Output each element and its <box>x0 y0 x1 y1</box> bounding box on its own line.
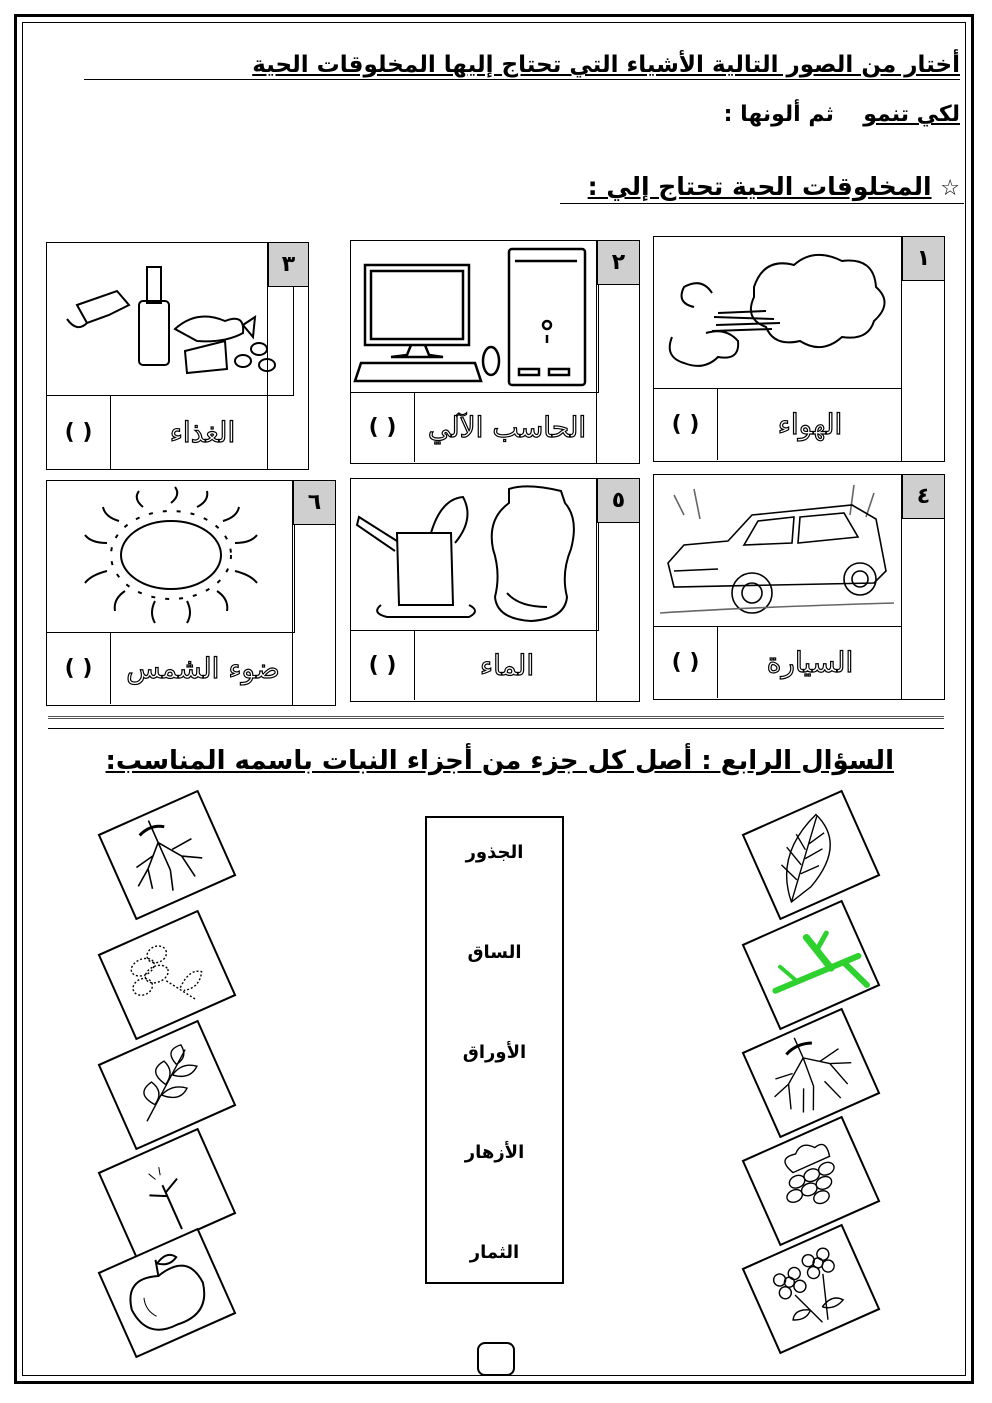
card-image <box>654 475 902 627</box>
card-label: الماء <box>479 649 535 682</box>
card-image <box>654 237 902 389</box>
sun-icon <box>47 481 293 631</box>
card-label: الحاسب الآلي <box>427 411 587 444</box>
cloud-icon <box>654 237 900 387</box>
card-image <box>47 481 295 633</box>
card-label: الهواء <box>777 408 843 441</box>
star-icon: ☆ <box>940 176 960 201</box>
card-sun[interactable] <box>46 480 336 706</box>
card-image <box>351 479 599 631</box>
answer-parentheses[interactable]: ( ) <box>47 633 111 704</box>
answer-parentheses[interactable]: ( ) <box>654 627 718 698</box>
food-icon <box>47 243 292 394</box>
card-water[interactable] <box>350 478 640 702</box>
card-number: ٤ <box>902 475 944 519</box>
answer-parentheses[interactable]: ( ) <box>351 631 415 700</box>
car-icon <box>654 475 900 625</box>
instruction-underline <box>84 79 960 80</box>
heading-text: المخلوقات الحية تحتاج إلي : <box>587 172 932 201</box>
heading-underline <box>560 203 964 204</box>
card-number: ٣ <box>268 243 308 287</box>
computer-icon <box>351 241 597 391</box>
card-label: الغذاء <box>169 416 236 449</box>
answer-parentheses[interactable]: ( ) <box>47 396 111 469</box>
part-name-stem[interactable]: الساق <box>467 942 522 963</box>
part-name-leaves[interactable]: الأوراق <box>462 1042 527 1063</box>
plant-parts-names-box <box>425 816 564 1284</box>
card-number: ٢ <box>597 241 639 285</box>
card-number: ٦ <box>293 481 335 525</box>
section-separator-line <box>48 728 944 729</box>
part-name-fruits[interactable]: الثمار <box>469 1242 520 1263</box>
answer-parentheses[interactable]: ( ) <box>351 393 415 462</box>
card-label: ضوء الشمس <box>126 652 280 685</box>
card-image <box>351 241 599 393</box>
card-number: ٥ <box>597 479 639 523</box>
card-car[interactable] <box>653 474 945 700</box>
question4-title: السؤال الرابع : أصل كل جزء من أجزاء النبات باسمه المناسب: <box>105 746 894 776</box>
instruction-grow: لكي تنمو <box>863 102 960 127</box>
instruction-color-them: ثم ألونها : <box>723 102 834 127</box>
section-separator <box>48 716 944 719</box>
answer-parentheses[interactable]: ( ) <box>654 389 718 460</box>
instruction-line-2 <box>724 102 960 127</box>
card-label: السيارة <box>766 646 854 679</box>
instruction-line-1: أختار من الصور التالية الأشياء التي تحتاج إليها المخلوقات الحية <box>252 52 960 78</box>
card-image <box>47 243 294 396</box>
page-number-box <box>477 1342 515 1376</box>
card-computer[interactable] <box>350 240 640 464</box>
part-name-flowers[interactable]: الأزهار <box>464 1142 525 1163</box>
card-food[interactable] <box>46 242 309 470</box>
card-number: ١ <box>902 237 944 281</box>
water-icon <box>351 479 597 629</box>
part-name-roots[interactable]: الجذور <box>465 842 524 863</box>
section-heading <box>588 172 960 201</box>
card-air[interactable] <box>653 236 945 462</box>
